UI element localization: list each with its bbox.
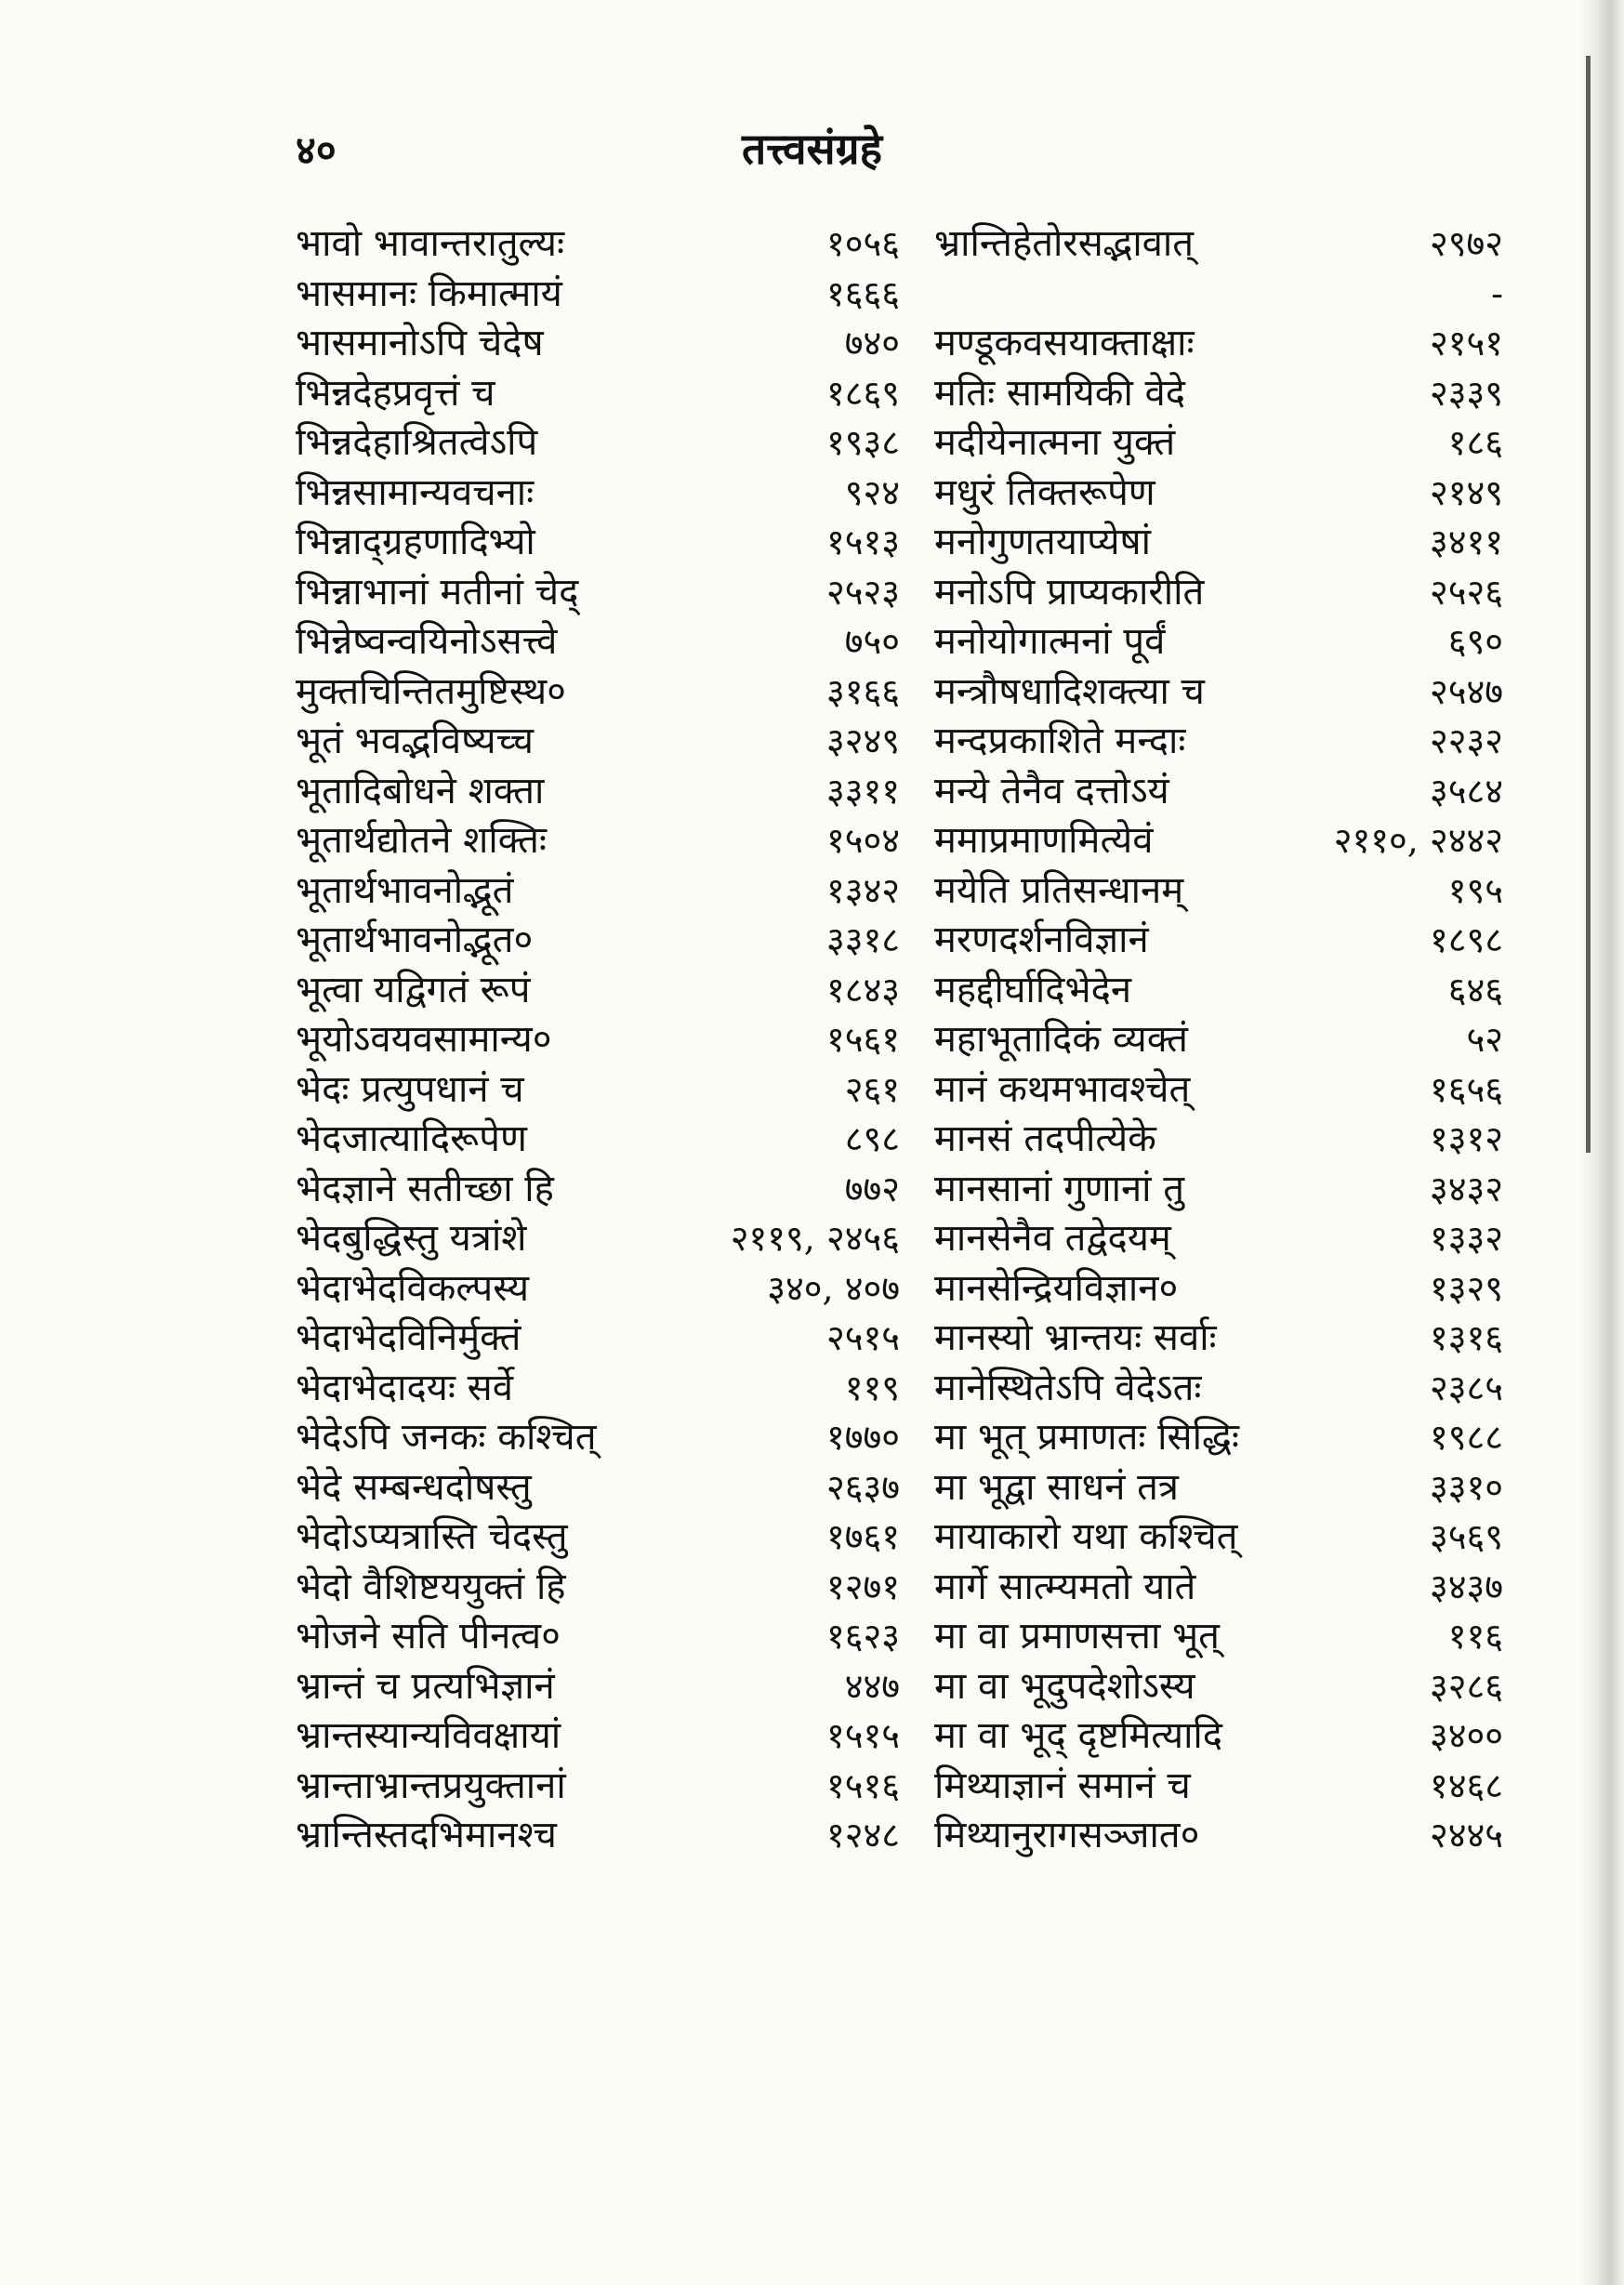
entry-verse-number: २५१५ xyxy=(825,1317,900,1358)
entry-verse-number: १६६६ xyxy=(825,272,900,314)
entry-verse-number: १३१२ xyxy=(1429,1118,1503,1159)
entry-verse-number: २५२६ xyxy=(1429,571,1503,613)
entry-verse-number: ३३११ xyxy=(825,770,900,812)
index-entry xyxy=(934,1314,1503,1364)
entry-verse-number: २६१ xyxy=(844,1068,900,1110)
index-entry xyxy=(296,270,900,320)
index-entry xyxy=(934,1512,1503,1563)
entry-term: भासमानः किमात्मायं xyxy=(296,271,562,315)
index-entry xyxy=(934,717,1503,767)
entry-verse-number: १५६१ xyxy=(825,1019,900,1060)
entry-verse-number: ३४०, ४०७ xyxy=(767,1267,900,1309)
entry-verse-number: ११९ xyxy=(844,1367,900,1408)
entry-term: मन्त्रौषधादिशक्त्या च xyxy=(934,669,1205,713)
entry-term: भेदबुद्धिस्तु यत्रांशे xyxy=(296,1217,527,1260)
entry-term: मयेति प्रतिसन्धानम् xyxy=(934,868,1184,912)
index-entry xyxy=(296,1762,900,1812)
index-entry xyxy=(934,219,1503,270)
entry-verse-number: २११९, २४५६ xyxy=(730,1218,900,1259)
index-entry xyxy=(296,1115,900,1165)
entry-verse-number: १७६१ xyxy=(825,1516,900,1557)
index-entry xyxy=(296,1612,900,1662)
entry-verse-number: ७५० xyxy=(844,621,900,662)
entry-term: भेदे सम्बन्धदोषस्तु xyxy=(296,1465,532,1509)
entry-verse-number: ५२ xyxy=(1466,1019,1503,1060)
entry-verse-number: ८९८ xyxy=(844,1118,900,1159)
entry-term: भिन्नदेहप्रवृत्तं च xyxy=(296,371,495,415)
index-entry xyxy=(296,1015,900,1065)
index-entry xyxy=(296,866,900,917)
index-entry xyxy=(296,617,900,667)
index-entry xyxy=(934,1662,1503,1712)
entry-verse-number: ३४३२ xyxy=(1429,1168,1503,1209)
entry-term: भिन्नदेहाश्रितत्वेऽपि xyxy=(296,421,538,464)
index-entry xyxy=(934,816,1503,866)
index-entry xyxy=(296,219,900,270)
entry-term: भूतार्थभावनोद्भूत० xyxy=(296,918,534,961)
entry-verse-number: ४४७ xyxy=(844,1665,900,1707)
entry-term: भ्रान्तिहेतोरसद्भावात् xyxy=(934,222,1195,265)
entry-verse-number: १६२३ xyxy=(825,1616,900,1657)
index-entry xyxy=(934,568,1503,618)
index-entry xyxy=(296,717,900,767)
entry-term: भिन्नाद्ग्रहणादिभ्यो xyxy=(296,521,535,563)
index-entry xyxy=(296,1413,900,1463)
index-entry xyxy=(934,518,1503,568)
index-entry xyxy=(934,1115,1503,1165)
entry-term: भोजने सति पीनत्व० xyxy=(296,1615,561,1658)
index-entry xyxy=(934,469,1503,519)
entry-verse-number: ९२४ xyxy=(844,471,900,513)
right-index-column xyxy=(934,219,1503,1861)
entry-term: भूत्वा यद्विगतं रूपं xyxy=(296,968,531,1011)
entry-term: भेदाभेदविकल्पस्य xyxy=(296,1266,530,1310)
entry-verse-number: २४४५ xyxy=(1429,1815,1503,1856)
entry-verse-number: ३५८४ xyxy=(1429,770,1503,812)
entry-verse-number: १३३२ xyxy=(1429,1218,1503,1259)
entry-term: भिन्नेष्वन्वयिनोऽसत्त्वे xyxy=(296,620,558,663)
entry-verse-number: - xyxy=(1491,272,1503,314)
entry-term: मा भूद्वा साधनं तत्र xyxy=(934,1465,1179,1509)
index-entry xyxy=(934,1413,1503,1463)
entry-verse-number: १३२९ xyxy=(1429,1267,1503,1309)
entry-term: मानसं तदपीत्येके xyxy=(934,1117,1156,1160)
entry-verse-number: ३४३७ xyxy=(1429,1565,1503,1607)
entry-verse-number: ३४११ xyxy=(1429,522,1503,562)
index-entry xyxy=(934,1214,1503,1264)
binding-line xyxy=(1586,56,1591,1153)
index-entry xyxy=(296,916,900,966)
entry-verse-number: १६५६ xyxy=(1429,1068,1503,1110)
entry-term: मानेस्थितेऽपि वेदेऽतः xyxy=(934,1366,1202,1409)
index-entry xyxy=(296,667,900,718)
entry-verse-number: १३१६ xyxy=(1429,1317,1503,1358)
entry-term: भ्रान्तस्यान्यविवक्षायां xyxy=(296,1714,561,1757)
entry-verse-number: १४६८ xyxy=(1429,1764,1503,1806)
entry-term: भूतं भवद्भविष्यच्च xyxy=(296,720,535,762)
index-entry xyxy=(296,1364,900,1414)
entry-term: मा वा प्रमाणसत्ता भूत् xyxy=(934,1615,1220,1658)
index-entry xyxy=(934,1762,1503,1812)
entry-verse-number: ३२४९ xyxy=(825,720,900,761)
entry-term: मतिः सामयिकी वेदे xyxy=(934,371,1186,415)
entry-verse-number: २५४७ xyxy=(1429,670,1503,712)
index-entry xyxy=(296,1563,900,1613)
entry-term: मिथ्याज्ञानं समानं च xyxy=(934,1763,1191,1807)
entry-verse-number: ६९० xyxy=(1447,621,1503,662)
entry-term: मानसानां गुणानां तु xyxy=(934,1167,1185,1210)
entry-term: भासमानोऽपि चेदेष xyxy=(296,322,544,364)
entry-verse-number: २५२३ xyxy=(825,571,900,613)
index-entry xyxy=(296,1811,900,1861)
index-entry xyxy=(296,469,900,519)
entry-term: भेदाभेदादयः सर्वे xyxy=(296,1366,513,1409)
entry-term: मुक्तचिन्तितमुष्टिस्थ० xyxy=(296,669,566,713)
index-entry xyxy=(296,816,900,866)
entry-verse-number: ११६ xyxy=(1447,1616,1503,1657)
entry-verse-number: १२४८ xyxy=(825,1815,900,1856)
entry-term: भावो भावान्तरातुल्यः xyxy=(296,222,565,265)
entry-verse-number: १८६ xyxy=(1447,422,1503,463)
entry-verse-number: ७७२ xyxy=(844,1168,900,1209)
entry-verse-number: १२७१ xyxy=(825,1565,900,1607)
entry-term: मदीयेनात्मना युक्तं xyxy=(934,421,1176,464)
entry-term: भ्रान्तिस्तदभिमानश्च xyxy=(296,1814,557,1856)
index-entry xyxy=(934,319,1503,369)
entry-verse-number: ३१६६ xyxy=(825,670,900,712)
entry-term: भेदज्ञाने सतीच्छा हि xyxy=(296,1167,554,1210)
entry-term: मार्गे सात्म्यमतो याते xyxy=(934,1565,1196,1608)
index-entry xyxy=(296,1463,900,1513)
entry-term: मन्ये तेनैव दत्तोऽयं xyxy=(934,769,1169,812)
index-entry xyxy=(296,1512,900,1563)
entry-term: महाभूतादिकं व्यक्तं xyxy=(934,1018,1188,1061)
entry-term: मन्दप्रकाशिते मन्दाः xyxy=(934,720,1186,762)
entry-verse-number: २३३९ xyxy=(1429,372,1503,414)
index-entry xyxy=(934,1811,1503,1861)
entry-term: मानं कथमभावश्चेत् xyxy=(934,1067,1191,1111)
index-entry xyxy=(296,319,900,369)
index-entry xyxy=(296,418,900,469)
entry-verse-number: ३५६९ xyxy=(1429,1516,1503,1557)
entry-term: मिथ्यानुरागसञ्जात० xyxy=(934,1814,1200,1856)
entry-term: मनोगुणतयाप्येषां xyxy=(934,521,1151,563)
index-entry xyxy=(296,1711,900,1762)
entry-term: भेदजात्यादिरूपेण xyxy=(296,1117,527,1160)
entry-verse-number: २१४९ xyxy=(1429,471,1503,513)
index-entry xyxy=(934,1015,1503,1065)
entry-term: भिन्नाभानां मतीनां चेद् xyxy=(296,570,579,614)
entry-verse-number: ३३१० xyxy=(1429,1466,1503,1508)
entry-verse-number: १५१३ xyxy=(825,522,900,562)
index-entry xyxy=(296,518,900,568)
entry-term: भेदाभेदविनिर्मुक्तं xyxy=(296,1316,522,1359)
index-entry xyxy=(934,1711,1503,1762)
entry-verse-number: २१५१ xyxy=(1429,323,1503,363)
entry-verse-number: १५०४ xyxy=(825,820,900,861)
index-entry xyxy=(934,369,1503,419)
page-number: ४० xyxy=(296,127,337,173)
entry-term: मरणदर्शनविज्ञानं xyxy=(934,918,1149,961)
index-entry xyxy=(934,418,1503,469)
index-entry xyxy=(934,617,1503,667)
entry-term: भूतादिबोधने शक्ता xyxy=(296,769,545,812)
entry-verse-number: २६३७ xyxy=(825,1466,900,1508)
index-entry xyxy=(296,568,900,618)
entry-term: मा वा भूद् दृष्टमित्यादि xyxy=(934,1714,1223,1757)
index-entry xyxy=(296,966,900,1016)
entry-term: मा भूत् प्रमाणतः सिद्धिः xyxy=(934,1416,1239,1459)
entry-verse-number: १५१५ xyxy=(825,1715,900,1756)
running-head: तत्त्वसंग्रहे xyxy=(741,124,883,174)
index-entry xyxy=(934,1563,1503,1613)
entry-term: भेदेऽपि जनकः कश्चित् xyxy=(296,1416,597,1459)
index-entry xyxy=(934,1264,1503,1314)
entry-term: मण्डूकवसयाक्ताक्षाः xyxy=(934,322,1195,364)
index-entry xyxy=(934,1463,1503,1513)
entry-term: भूतार्थद्योतने शक्तिः xyxy=(296,819,547,862)
index-entry xyxy=(934,916,1503,966)
entry-verse-number: ३२८६ xyxy=(1429,1665,1503,1707)
entry-verse-number: १९५ xyxy=(1447,869,1503,911)
entry-verse-number: १५१६ xyxy=(825,1764,900,1806)
entry-verse-number: ३३१८ xyxy=(825,919,900,960)
index-entry xyxy=(296,1264,900,1314)
index-entry xyxy=(296,1314,900,1364)
entry-term: मधुरं तिक्तरूपेण xyxy=(934,470,1155,514)
entry-term: ममाप्रमाणमित्येवं xyxy=(934,819,1154,862)
entry-term: महद्दीर्घादिभेदेन xyxy=(934,968,1132,1011)
index-entry xyxy=(296,767,900,817)
entry-term: भूतार्थभावनोद्भूतं xyxy=(296,868,514,912)
index-entry xyxy=(296,369,900,419)
index-entry xyxy=(934,966,1503,1016)
entry-verse-number: १७७० xyxy=(825,1417,900,1458)
entry-term: भेदो वैशिष्टययुक्तं हि xyxy=(296,1565,566,1608)
entry-term: मानस्यो भ्रान्तयः सर्वाः xyxy=(934,1316,1217,1359)
entry-term: मानसेन्द्रियविज्ञान० xyxy=(934,1266,1179,1310)
index-entry xyxy=(296,1065,900,1116)
entry-term: भेदः प्रत्युपधानं च xyxy=(296,1067,524,1111)
index-entry xyxy=(296,1214,900,1264)
entry-verse-number: १९८८ xyxy=(1429,1417,1503,1458)
index-entry xyxy=(934,270,1503,320)
entry-term: मानसेनैव तद्वेदयम् xyxy=(934,1217,1171,1260)
entry-verse-number: २११०, २४४२ xyxy=(1333,820,1503,861)
index-entry xyxy=(934,767,1503,817)
index-entry xyxy=(934,866,1503,917)
index-entry xyxy=(934,1364,1503,1414)
index-entry xyxy=(296,1662,900,1712)
entry-verse-number: २३८५ xyxy=(1429,1367,1503,1408)
entry-term: भिन्नसामान्यवचनाः xyxy=(296,470,535,514)
entry-verse-number: २२३२ xyxy=(1429,720,1503,761)
entry-term: भ्रान्तं च प्रत्यभिज्ञानं xyxy=(296,1664,555,1708)
index-entry xyxy=(296,1165,900,1215)
entry-verse-number: १०५६ xyxy=(825,223,900,264)
left-index-column xyxy=(296,219,900,1861)
entry-term: भूयोऽवयवसामान्य० xyxy=(296,1018,552,1061)
index-entry xyxy=(934,1612,1503,1662)
entry-verse-number: १८९८ xyxy=(1429,919,1503,960)
entry-term: मनोयोगात्मनां पूर्वं xyxy=(934,620,1166,663)
entry-term: मायाकारो यथा कश्चित् xyxy=(934,1515,1238,1558)
entry-term: मा वा भूदुपदेशोऽस्य xyxy=(934,1664,1195,1708)
entry-verse-number: १८४३ xyxy=(825,969,900,1010)
entry-verse-number: ७४० xyxy=(844,323,900,363)
entry-verse-number: ३४०० xyxy=(1429,1715,1503,1756)
index-entry xyxy=(934,1165,1503,1215)
entry-verse-number: १९३८ xyxy=(825,422,900,463)
entry-term: भेदोऽप्यत्रास्ति चेदस्तु xyxy=(296,1515,568,1558)
entry-term: भ्रान्ताभ्रान्तप्रयुक्तानां xyxy=(296,1763,566,1807)
entry-term: मनोऽपि प्राप्यकारीति xyxy=(934,570,1205,614)
index-entry xyxy=(934,667,1503,718)
entry-verse-number: १८६९ xyxy=(825,372,900,414)
entry-verse-number: २९७२ xyxy=(1429,223,1503,264)
index-entry xyxy=(934,1065,1503,1116)
entry-verse-number: ६४६ xyxy=(1447,969,1503,1010)
entry-verse-number: १३४२ xyxy=(825,869,900,911)
